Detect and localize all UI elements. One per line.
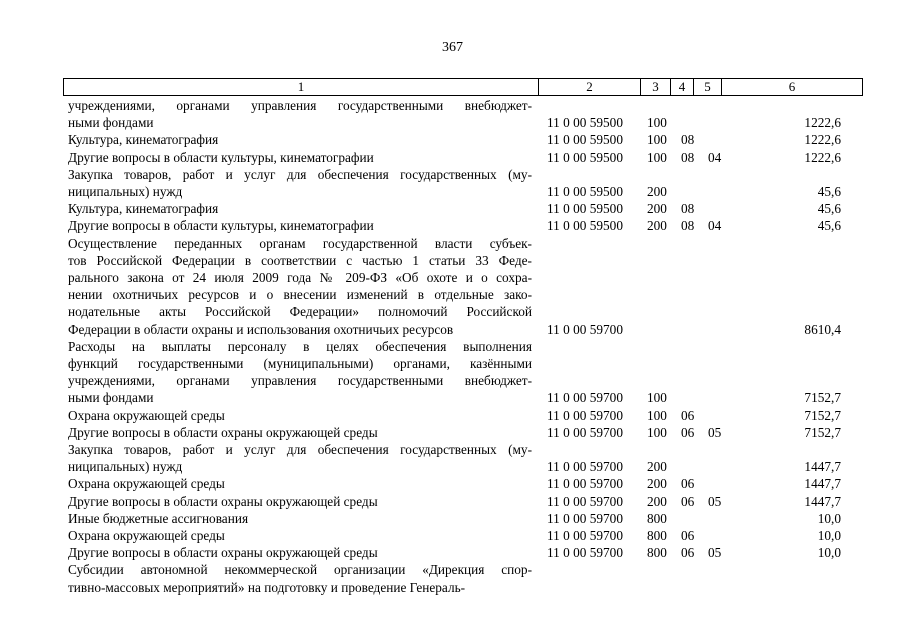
- amount: 1447,7: [804, 459, 841, 475]
- row-description: [68, 493, 532, 510]
- target-article-code: 11 0 00 59700: [547, 476, 623, 492]
- section-code: 08: [681, 132, 695, 148]
- amount: 7152,7: [804, 407, 841, 423]
- table-row: [0, 441, 905, 475]
- table-row: [0, 424, 905, 441]
- section-code: 08: [681, 201, 695, 217]
- expense-type-code: 100: [647, 115, 667, 131]
- row-description: [68, 407, 532, 424]
- subsection-code: 05: [708, 545, 722, 561]
- row-description: [68, 166, 532, 200]
- expense-type-code: 100: [647, 149, 667, 165]
- expense-type-code: 100: [647, 407, 667, 423]
- section-code: 06: [681, 476, 695, 492]
- row-description: [68, 424, 532, 441]
- expense-type-code: 200: [647, 459, 667, 475]
- expense-type-code: 800: [647, 545, 667, 561]
- target-article-code: 11 0 00 59700: [547, 424, 623, 440]
- description-line: Охрана окружающей среды: [68, 476, 225, 492]
- amount: 45,6: [817, 218, 841, 234]
- expense-type-code: 200: [647, 493, 667, 509]
- section-code: 06: [681, 528, 695, 544]
- table-body: [0, 97, 905, 596]
- header-col-5: 5: [694, 79, 722, 95]
- row-description: [68, 561, 532, 595]
- expense-type-code: 100: [647, 390, 667, 406]
- description-line: рального закона от 24 июля 2009 года № 209-ФЗ «Об охоте и о сохра-: [68, 270, 532, 286]
- table-row: [0, 149, 905, 166]
- description-line: Другие вопросы в области охраны окружающей среды: [68, 493, 378, 509]
- target-article-code: 11 0 00 59700: [547, 390, 623, 406]
- description-line: Субсидии автономной некоммерческой организации «Дирекция спор-: [68, 562, 532, 578]
- description-line: Другие вопросы в области охраны окружающей среды: [68, 545, 378, 561]
- section-code: 06: [681, 407, 695, 423]
- description-line: ными фондами: [68, 115, 154, 131]
- row-description: [68, 131, 532, 148]
- header-col-6: 6: [788, 79, 796, 94]
- description-line: ниципальных) нужд: [68, 184, 183, 200]
- amount: 7152,7: [804, 390, 841, 406]
- description-line: нении охотничьих ресурсов и о внесении изменений в отдельные зако-: [68, 287, 532, 303]
- amount: 7152,7: [804, 424, 841, 440]
- amount: 8610,4: [804, 321, 841, 337]
- header-col-1: 1: [64, 79, 539, 95]
- section-code: 06: [681, 424, 695, 440]
- section-code: 06: [681, 493, 695, 509]
- table-row: [0, 407, 905, 424]
- expense-type-code: 200: [647, 476, 667, 492]
- table-row: [0, 131, 905, 148]
- description-line: Федерации в области охраны и использования охотничьих ресурсов: [68, 321, 454, 337]
- target-article-code: 11 0 00 59700: [547, 528, 623, 544]
- amount: 1222,6: [804, 149, 841, 165]
- table-row: [0, 200, 905, 217]
- description-line: Другие вопросы в области охраны окружающей среды: [68, 424, 378, 440]
- amount: 10,0: [817, 528, 841, 544]
- row-description: [68, 510, 532, 527]
- target-article-code: 11 0 00 59700: [547, 321, 623, 337]
- subsection-code: 05: [708, 424, 722, 440]
- row-description: [68, 97, 532, 131]
- target-article-code: 11 0 00 59500: [547, 132, 623, 148]
- subsection-code: 04: [708, 218, 722, 234]
- table-row: [0, 561, 905, 595]
- section-code: 06: [681, 545, 695, 561]
- header-col-4: 4: [671, 79, 694, 95]
- description-line: Закупка товаров, работ и услуг для обеспечения государственных (му-: [68, 442, 532, 458]
- table-row: [0, 217, 905, 234]
- table-row: [0, 166, 905, 200]
- expense-type-code: 200: [647, 184, 667, 200]
- target-article-code: 11 0 00 59500: [547, 115, 623, 131]
- description-line: Другие вопросы в области культуры, кинематографии: [68, 149, 374, 165]
- description-line: Охрана окружающей среды: [68, 528, 225, 544]
- description-line: тивно-массовых мероприятий» на подготовку и проведение Генераль-: [68, 579, 466, 595]
- description-line: Иные бюджетные ассигнования: [68, 510, 249, 526]
- amount: 1222,6: [804, 115, 841, 131]
- target-article-code: 11 0 00 59700: [547, 459, 623, 475]
- expense-type-code: 800: [647, 528, 667, 544]
- description-line: учреждениями, органами управления государственными внебюджет-: [68, 98, 532, 113]
- expense-type-code: 200: [647, 201, 667, 217]
- subsection-code: 05: [708, 493, 722, 509]
- row-description: [68, 217, 532, 234]
- target-article-code: 11 0 00 59700: [547, 493, 623, 509]
- target-article-code: 11 0 00 59700: [547, 545, 623, 561]
- table-row: [0, 97, 905, 131]
- row-description: [68, 200, 532, 217]
- description-line: Культура, кинематография: [68, 132, 219, 148]
- description-line: Закупка товаров, работ и услуг для обеспечения государственных (му-: [68, 166, 532, 182]
- description-line: тов Российской Федерации в соответствии с частью 1 статьи 33 Феде-: [68, 252, 532, 268]
- target-article-code: 11 0 00 59700: [547, 407, 623, 423]
- amount: 1447,7: [804, 493, 841, 509]
- table-row: [0, 510, 905, 527]
- row-description: [68, 149, 532, 166]
- row-description: [68, 338, 532, 407]
- target-article-code: 11 0 00 59500: [547, 201, 623, 217]
- table-row: [0, 475, 905, 492]
- row-description: [68, 235, 532, 338]
- expense-type-code: 100: [647, 424, 667, 440]
- page-number: 367: [442, 40, 463, 55]
- table-header: [63, 78, 863, 96]
- target-article-code: 11 0 00 59500: [547, 184, 623, 200]
- table-row: [0, 527, 905, 544]
- amount: 45,6: [817, 201, 841, 217]
- amount: 10,0: [817, 510, 841, 526]
- amount: 10,0: [817, 545, 841, 561]
- description-line: нодательные акты Российской Федерации» полномочий Российской: [68, 304, 532, 320]
- expense-type-code: 100: [647, 132, 667, 148]
- row-description: [68, 441, 532, 475]
- amount: 1447,7: [804, 476, 841, 492]
- target-article-code: 11 0 00 59500: [547, 149, 623, 165]
- section-code: 08: [681, 218, 695, 234]
- target-article-code: 11 0 00 59700: [547, 510, 623, 526]
- description-line: Расходы на выплаты персоналу в целях обеспечения выполнения: [68, 338, 532, 354]
- description-line: Охрана окружающей среды: [68, 407, 225, 423]
- table-row: [0, 544, 905, 561]
- description-line: функций государственными (муниципальными) органами, казёнными: [68, 356, 532, 372]
- subsection-code: 04: [708, 149, 722, 165]
- section-code: 08: [681, 149, 695, 165]
- row-description: [68, 544, 532, 561]
- row-description: [68, 527, 532, 544]
- description-line: ными фондами: [68, 390, 154, 406]
- table-row: [0, 493, 905, 510]
- table-row: [0, 235, 905, 338]
- table-row: [0, 338, 905, 407]
- description-line: учреждениями, органами управления государственными внебюджет-: [68, 373, 532, 389]
- amount: 1222,6: [804, 132, 841, 148]
- row-description: [68, 475, 532, 492]
- description-line: Осуществление переданных органам государственной власти субъек-: [68, 235, 532, 251]
- description-line: Другие вопросы в области культуры, кинематографии: [68, 218, 374, 234]
- header-col-3: 3: [641, 79, 671, 95]
- description-line: Культура, кинематография: [68, 201, 219, 217]
- expense-type-code: 200: [647, 218, 667, 234]
- expense-type-code: 800: [647, 510, 667, 526]
- target-article-code: 11 0 00 59500: [547, 218, 623, 234]
- description-line: ниципальных) нужд: [68, 459, 183, 475]
- header-col-2: 2: [539, 79, 641, 95]
- amount: 45,6: [817, 184, 841, 200]
